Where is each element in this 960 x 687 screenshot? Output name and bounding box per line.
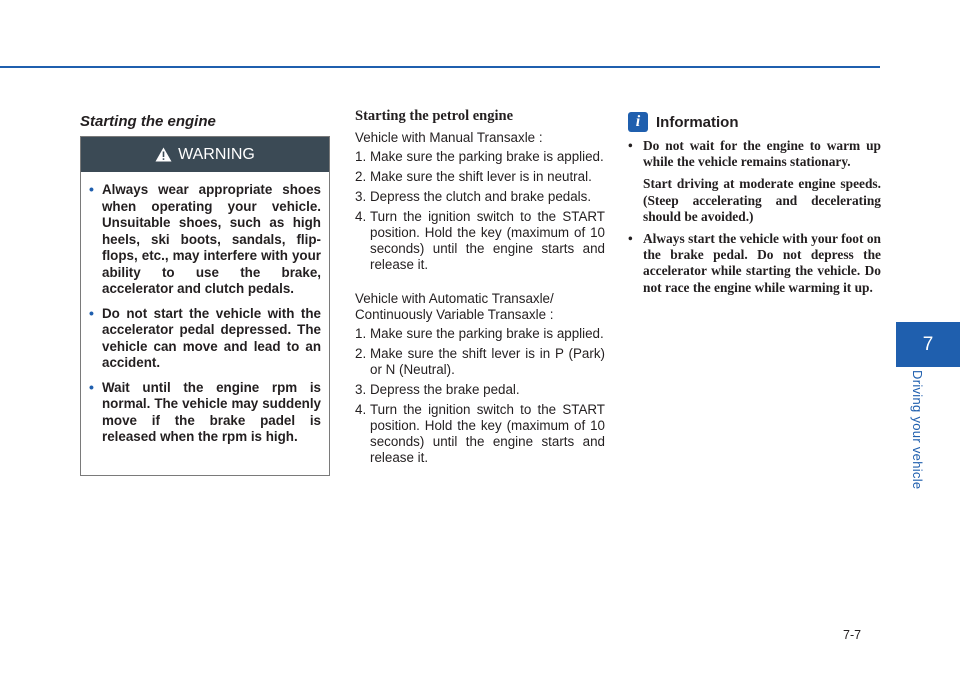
list-item: 4. Turn the ignition switch to the START position. Hold the key (maximum of 10 seconds) until the engine starts and release it. (355, 209, 605, 272)
warning-header (81, 137, 329, 172)
petrol-engine-section (355, 108, 605, 470)
list-item: 3. Depress the clutch and brake pedals. (355, 189, 592, 204)
warning-item: • Always wear appropriate shoes when operating your vehicle. Unsuitable shoes, such as high heels, ski boots, sandals, flip-flops, etc., may interfere with your ability to use the brake, accelerator and clutch pedals. (89, 181, 321, 296)
info-item: • Do not wait for the engine to warm up while the vehicle remains stationary. Start driving at moderate engine speeds. (Steep accelerating and decelerating should be avoided.) (628, 138, 881, 224)
warning-box (80, 136, 330, 476)
information-list (628, 138, 881, 302)
bullet-icon: • (628, 231, 633, 247)
bullet-icon: • (89, 181, 94, 197)
list-item: 2. Make sure the shift lever is in P (Park) or N (Neutral). (355, 346, 605, 377)
warning-item: • Wait until the engine rpm is normal. The vehicle may suddenly move if the brake padel is released when the rpm is high. (89, 378, 321, 444)
warning-list (89, 182, 321, 446)
manual-intro: Vehicle with Manual Transaxle : (355, 130, 543, 145)
bullet-icon: • (89, 304, 94, 321)
bullet-icon: • (628, 138, 633, 153)
list-item: 3. Depress the brake pedal. (355, 382, 520, 397)
auto-intro: Vehicle with Automatic Transaxle/ Continuously Variable Transaxle : (355, 291, 554, 322)
list-item: 4. Turn the ignition switch to the START position. Hold the key (maximum of 10 seconds) until the engine starts and release it. (355, 402, 605, 465)
warning-item: • Do not start the vehicle with the accelerator pedal depressed. The vehicle can move and lead to an accident. (89, 304, 321, 370)
petrol-heading: Starting the petrol engine (355, 108, 514, 124)
list-item: 1. Make sure the parking brake is applied. (355, 149, 604, 164)
info-icon: i (628, 112, 648, 132)
information-title: Information (656, 113, 739, 131)
information-header (628, 112, 739, 132)
auto-steps (355, 326, 605, 466)
manual-steps (355, 149, 605, 273)
info-item: • Always start the vehicle with your foot on the brake pedal. Do not depress the accelerator while starting the vehicle. Do not race the engine while warming it up. (628, 231, 881, 295)
bullet-icon: • (89, 378, 94, 395)
top-rule (0, 66, 880, 68)
chapter-tab[interactable]: 7 (896, 322, 960, 367)
list-item: 2. Make sure the shift lever is in neutral. (355, 169, 592, 184)
section-heading: Starting the engine (80, 113, 216, 130)
list-item: 1. Make sure the parking brake is applied. (355, 326, 604, 341)
warning-title: WARNING (178, 145, 255, 163)
warning-triangle-icon (155, 147, 172, 162)
chapter-title: Driving your vehicle (910, 370, 925, 490)
page-number: 7-7 (843, 628, 862, 642)
